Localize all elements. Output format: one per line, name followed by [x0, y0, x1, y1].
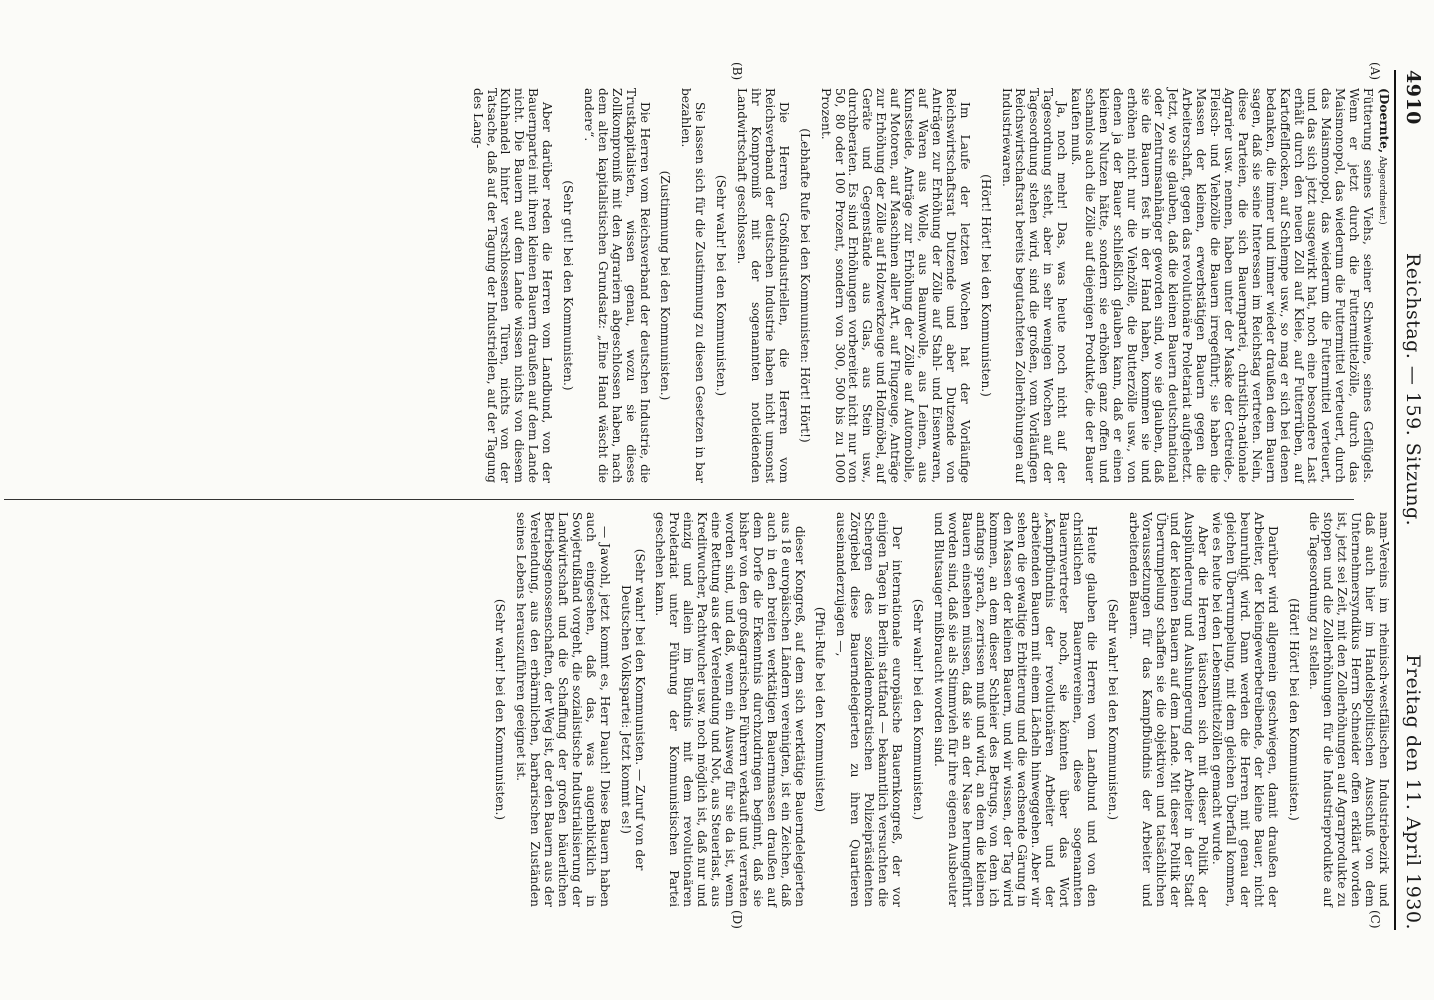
page-number: 4910 [1402, 70, 1424, 125]
interjection: (Sehr wahr! bei den Kommunisten.) [1105, 598, 1120, 821]
margin-mark-a: (A) [1368, 62, 1382, 81]
paragraph: — Jawohl, jetzt kommt es, Herr Dauch! Diese Bauern haben auch eingesehen, daß das, was augenblicklich in Sowjetrußland vorgeht, die sozialistische Industrialisierung der Landwirtschaft und die Schaffung der großen bäuerlichen Betriebsgenossenschaften, der Weg ist, der den Bauern aus der Verelendung, aus den erbärmlichen, barbarischen Zuständen seines Lebens herauszuführen geeignet ist. [514, 512, 612, 907]
paragraph: Der internationale europäische Bauernkongreß, der vor einigen Tagen in Berlin stattfand — bekanntlich versuchten die Schergen des sozialdemokratischen Polizeipräsidenten Zörgiebel diese Bauerndelegierten zu ihren Quartieren auseinanderzujagen —, [834, 512, 904, 907]
column-divider [4, 499, 1354, 500]
paragraph: Aber die Herren täuschen sich mit dieser Politik der Ausplünderung und Aushungerung der Arbeiter in der Stadt und der kleinen Bauern auf dem Lande. Mit dieser Politik der Überrumpelung schaffen sie die objektiven und tatsächlichen Voraussetzungen für das Kampfbündnis der Arbeiter und arbeitenden Bauern. [1126, 512, 1211, 907]
paragraph: Heute glauben die Herren vom Landbund und von den christlichen Bauernvereinen, diese sogenannten Bauernvertreter noch, sie könnten über das Wort „Kampfbündnis der revolutionären Arbeiter und der arbeitenden Bauern mit einem Lächeln hinweggehen. Aber wir sehen die gewaltige Erbitterung und die wachsende Gärung in den Massen der kleinen Bauern, und wir wissen, der Tag wird kommen, an dem dieser Schleier des Betrugs, von dem ich anfangs sprach, zerrissen muß und wird, an dem die kleinen Bauern einsehen müssen, daß sie an der Nase herumgeführt worden sind, daß sie als Stimmvieh für ihre eigenen Ausbeuter und Blutsauger mißbraucht worden sind. [931, 512, 1099, 907]
paragraph: Ja, noch mehr! Das, was heute noch nicht auf der Tagesordnung steht, aber in sehr wenigen Wochen auf der Tagesordnung stehen wird, sind die großen, vom Vorläufigen Reichswirtschaftsrat bereits begutachteten Zollerhöhungen auf Industriewaren. [999, 88, 1070, 483]
right-text-column [486, 512, 1390, 907]
paragraph: Fütterung seines Viehs, seiner Schweine, seines Geflügels. Wenn er jetzt durch die Futtermittelzölle, durch das Maismonopol, das wiederum die Futtermittel verteuert, durch das Maismonopol, das wiederum die Futtermittel verteuert, und das sich jetzt ausgewirkt hat, noch eine besondere Last erhält durch den neuen Zoll auf Kleie, auf Futterrüben, auf Kartoffelflocken, auf Schlempe usw., so mag er sich bei denen bedanken, die immer und immer wieder draußen dem Bauern sagen, daß sie seine Interessen im Reichstag vertreten. Nein, diese Parteien, die sich Bauernpartei, christlich-nationale Agrarier usw. nennen, haben unter der Maske der Getreide-, Fleisch- und Viehzölle die Bauern irregeführt; sie haben die Massen der kleinen, erwerbstätigen Bauern gegen die Arbeiterschaft, gegen das revolutionäre Proletariat aufgehetzt. Jetzt, wo sie glauben, daß die kleinen Bauern deutschnational oder Zentrumsanhänger geworden sind, wo sie glauben, daß sie die Bauern fest in der Hand haben, kommen sie und erhöhen nicht nur die Viehzölle, die Butterzölle usw., von denen ja der Bauer schließlich glauben kann, daß er einen kleinen Nutzen hätte, sondern sie erhöhen ganz offen und schamlos auch die Zölle auf diejenigen Produkte, die der Bauer kaufen muß. [1069, 88, 1376, 483]
interjection: (Sehr wahr! bei den Kommunisten.) [910, 598, 925, 821]
paragraph: Darüber wird allgemein geschwiegen, damit draußen der Arbeiter, der Kleingewerbetreibende, der kleine Bauer, nicht beunruhigt wird. Dann werden die Herren mit genau der gleichen Überrumpelung, mit dem gleichen Überfall kommen, wie es heute bei den Lebensmittelzöllen gemacht wurde. [1210, 512, 1280, 907]
interjection: (Lebhafte Rufe bei den Kommunisten: Hört! Hört!) [797, 128, 812, 443]
paragraph: Sie lassen sich für die Zustimmung zu diesen Gesetzen in bar bezahlen. [679, 88, 708, 483]
interjection: (Hört! Hört! bei den Kommunisten.) [1286, 598, 1301, 821]
speaker-name: (Doernte, [1377, 88, 1391, 154]
interjection: (Pfui-Rufe bei den Kommunisten) [813, 606, 828, 813]
margin-mark-c: (C) [1368, 910, 1382, 929]
interjection: (Zustimmung bei den Kommunisten.) [658, 170, 673, 401]
paragraph: nam-Vereins im rheinisch-westfälischen Industriebezirk und daß auch hier im Handelspolitischen Ausschuß von dem Unternehmersyndikus Herrn Schneider offen erklärt worden ist, jetzt sei Zeit, mit den Zollerhöhungen auf Agrarprodukte zu stoppen und die Zollerhöhungen für die Industrieprodukte auf die Tagesordnung zu stellen. [1307, 512, 1391, 907]
left-text-column [470, 88, 1390, 483]
interjection: (Sehr gut! bei den Kommunisten.) [561, 180, 576, 391]
margin-mark-d: (D) [730, 910, 744, 929]
interjection: (Sehr wahr! bei den Kommunisten.) [493, 598, 508, 821]
interjection: (Hört! Hört! bei den Kommunisten.) [978, 174, 993, 397]
speaker-attribution [1374, 88, 1390, 483]
paragraph: Die Herren vom Reichsverband der deutschen Industrie, die Trustkapitalisten, wissen genau, wozu sie dieses Zollkompromiß mit den Agrariern abgeschlossen haben, nach dem alten kapitalistischen Grundsatz: „Eine Hand wäscht die andere“. [581, 88, 652, 483]
paragraph: Aber darüber reden die Herren vom Landbund, von der Bauernpartei mit ihren kleinen Bauern draußen auf dem Lande nicht. Die Bauern auf dem Lande wissen nichts von diesem Kuhhandel hinter verschlossenen Türen, nichts von der Tatsache, daß auf der Tagung der Industriellen, auf der Tagung des Lang- [470, 88, 555, 483]
interjection: (Sehr wahr! bei den Kommunisten.) [714, 174, 729, 397]
session-date: Freitag den 11. April 1930. [1402, 654, 1424, 930]
paragraph: Im Laufe der letzten Wochen hat der Vorläufige Reichswirtschaftsrat Dutzende und aber Dutzende von Anträgen zur Erhöhung der Zölle auf Stahl- und Eisenwaren, auf Waren aus Wolle, aus Baumwolle, aus Leinen, aus Kunstseide, Anträge zur Erhöhung der Zölle auf Automobile, auf Motoren, auf Maschinen aller Art, auf Flugzeuge, Anträge zur Erhöhung der Zölle auf Holzwerkzeuge und Holzmöbel, auf Geräte und Gegenstände aus Glas, aus Stein usw., durchberaten. Es sind Erhöhungen vorbereitet nicht nur von 50, 80 oder 100 Prozent, sondern von 300, 500 bis zu 1000 Prozent. [818, 88, 972, 483]
margin-mark-b: (B) [730, 62, 744, 81]
page-header [1398, 70, 1428, 930]
header-rule [1394, 70, 1396, 930]
paragraph: Die Herren Großindustriellen, die Herren vom Reichsverband der deutschen Industrie haben nicht umsonst ihr Kompromiß mit der sogenannten notleidenden Landwirtschaft geschlossen. [735, 88, 791, 483]
paragraph: dieser Kongreß, auf dem sich werktätige Bauerndelegierten aus 18 europäischen Ländern vereinigten, ist ein Zeichen, daß auch in den breiten werktätigen Bauernmassen draußen auf dem Dorfe die Erkenntnis durchzudringen beginnt, daß sie bisher von den großagrarischen Führern verkauft und verraten worden sind, und daß, wenn ein Ausweg für sie da ist, wenn eine Rettung aus der Verelendung und Not, aus Steuerlast, aus Kreditwucher, Pachtwucher usw. noch möglich ist, daß nur und einzig und allein im Bündnis mit dem revolutionären Proletariat unter Führung der Kommunistischen Partei geschehen kann. [653, 512, 807, 907]
session-title: Reichstag. — 159. Sitzung. [1402, 252, 1424, 527]
speaker-role: Abgeordneter.) [1377, 153, 1387, 225]
interjection: (Sehr wahr! bei den Kommunisten. — Zuruf von der Deutschen Volkspartei: Jetzt kommt es!) [618, 548, 647, 871]
